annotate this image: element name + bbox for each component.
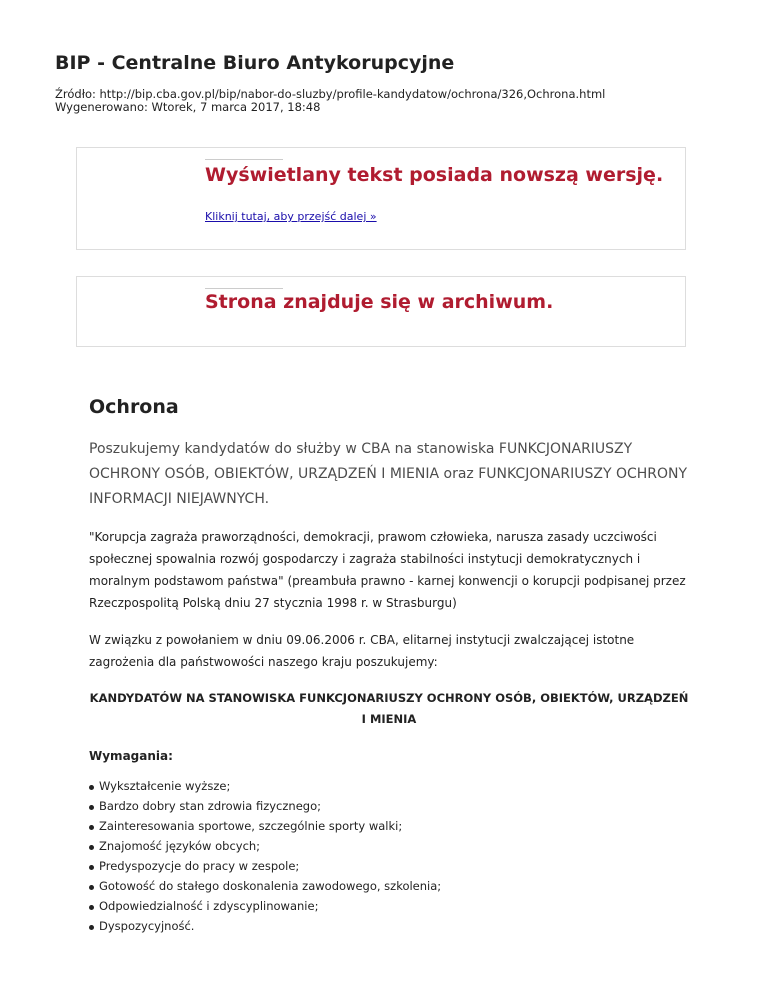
archive-title: Strona znajduje się w archiwum. [205, 291, 554, 313]
newer-version-notice [76, 147, 686, 250]
list-item: Zainteresowania sportowe, szczególnie sporty walki; [89, 816, 689, 836]
archive-notice [76, 276, 686, 347]
notice-divider [205, 159, 283, 160]
list-item: Bardzo dobry stan zdrowia fizycznego; [89, 796, 689, 816]
requirements-label: Wymagania: [89, 749, 173, 763]
site-title: BIP - Centralne Biuro Antykorupcyjne [55, 52, 455, 74]
list-item: Dyspozycyjność. [89, 916, 689, 936]
article-quote: "Korupcja zagraża praworządności, demokracji, prawom człowieka, narusza zasady uczciwości społecznej spowalnia rozwój gospodarczy i zagraża stabilności instytucji demokratycznych i moralnym podstawom państwa" (preambuła prawno - karnej konwencji o korupcji podpisanej przez Rzeczpospolitą Polską dniu 27 stycznia 1998 r. w Strasburgu) [89, 530, 686, 610]
article-intro: W związku z powołaniem w dniu 09.06.2006 r. CBA, elitarnej instytucji zwalczającej istotne zagrożenia dla państwowości naszego kraju poszukujemy: [89, 633, 635, 669]
section-heading: KANDYDATÓW NA STANOWISKA FUNKCJONARIUSZY OCHRONY OSÓB, OBIEKTÓW, URZĄDZEŃ I MIENIA [89, 691, 689, 726]
newer-version-link[interactable]: Kliknij tutaj, aby przejść dalej » [205, 210, 377, 223]
article-title: Ochrona [89, 396, 179, 418]
newer-version-title: Wyświetlany tekst posiada nowszą wersję. [205, 164, 664, 186]
document-meta [55, 88, 605, 114]
source-url: Źródło: http://bip.cba.gov.pl/bip/nabor-do-sluzby/profile-kandydatow/ochrona/326,Ochrona.html [55, 87, 606, 101]
list-item: Wykształcenie wyższe; [89, 776, 689, 796]
requirements-list [89, 776, 689, 936]
list-item: Znajomość języków obcych; [89, 836, 689, 856]
generated-date: Wygenerowano: Wtorek, 7 marca 2017, 18:48 [55, 100, 321, 114]
article-lead: Poszukujemy kandydatów do służby w CBA na stanowiska FUNKCJONARIUSZY OCHRONY OSÓB, OBIEKTÓW, URZĄDZEŃ I MIENIA oraz FUNKCJONARIUSZY OCHRONY INFORMACJI NIEJAWNYCH. [89, 441, 688, 507]
list-item: Odpowiedzialność i zdyscyplinowanie; [89, 896, 689, 916]
list-item: Predyspozycje do pracy w zespole; [89, 856, 689, 876]
article [89, 394, 689, 936]
list-item: Gotowość do stałego doskonalenia zawodowego, szkolenia; [89, 876, 689, 896]
notice-divider [205, 288, 283, 289]
